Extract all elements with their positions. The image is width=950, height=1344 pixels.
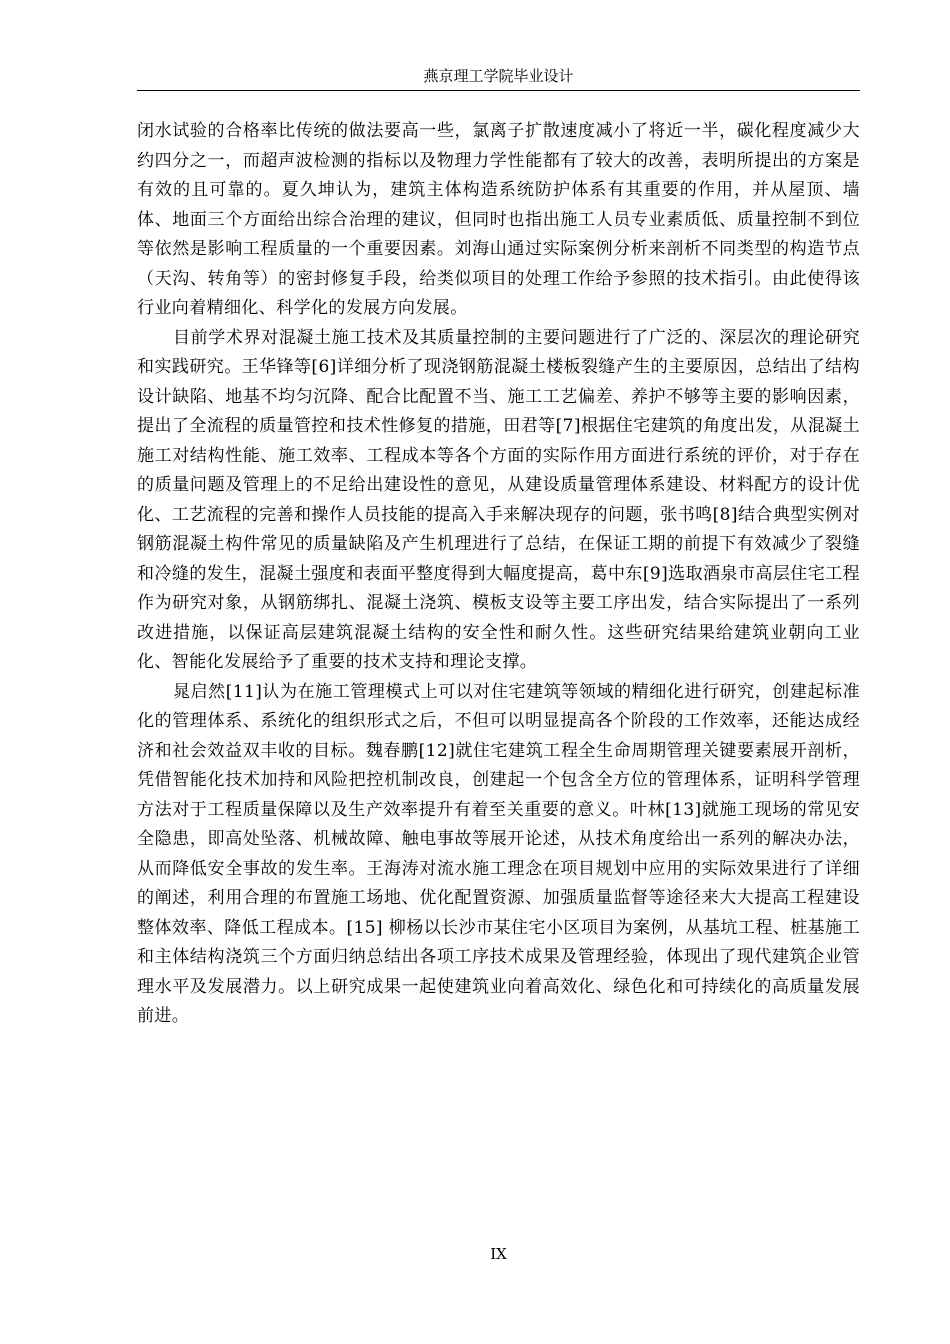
header-divider xyxy=(137,90,860,91)
paragraph-1: 闭水试验的合格率比传统的做法要高一些，氯离子扩散速度减小了将近一半，碳化程度减少大约四分之一，而超声波检测的指标以及物理力学性能都有了较大的改善，表明所提出的方案是有效的且可靠的。夏久坤认为，建筑主体构造系统防护体系有其重要的作用，并从屋顶、墙体、地面三个方面给出综合治理的建议，但同时也指出施工人员专业素质低、质量控制不到位等依然是影响工程质量的一个重要因素。刘海山通过实际案例分析来剖析不同类型的构造节点（天沟、转角等）的密封修复手段，给类似项目的处理工作给予参照的技术指引。由此使得该行业向着精细化、科学化的发展方向发展。 xyxy=(137,121,860,318)
page-header-title: 燕京理工学院毕业设计 xyxy=(423,67,574,85)
page-number: IX xyxy=(490,1245,507,1263)
body-text xyxy=(137,117,860,1032)
paragraph-3: 晁启然[11]认为在施工管理模式上可以对住宅建筑等领域的精细化进行研究，创建起标准化的管理体系、系统化的组织形式之后，不但可以明显提高各个阶段的工作效率，还能达成经济和社会效益双丰收的目标。魏春鹏[12]就住宅建筑工程全生命周期管理关键要素展开剖析，凭借智能化技术加持和风险把控机制改良，创建起一个包含全方位的管理体系，证明科学管理方法对于工程质量保障以及生产效率提升有着至关重要的意义。叶林[13]就施工现场的常见安全隐患，即高处坠落、机械故障、触电事故等展开论述，从技术角度给出一系列的解决办法，从而降低安全事故的发生率。王海涛对流水施工理念在项目规划中应用的实际效果进行了详细的阐述，利用合理的布置施工场地、优化配置资源、加强质量监督等途径来大大提高工程建设整体效率、降低工程成本。[15] 柳杨以长沙市某住宅小区项目为案例，从基坑工程、桩基施工和主体结构浇筑三个方面归纳总结出各项工序技术成果及管理经验，体现出了现代建筑企业管理水平及发展潜力。以上研究成果一起使建筑业向着高效化、绿色化和可持续化的高质量发展前进。 xyxy=(137,681,860,1026)
paragraph-2: 目前学术界对混凝土施工技术及其质量控制的主要问题进行了广泛的、深层次的理论研究和实践研究。王华锋等[6]详细分析了现浇钢筋混凝土楼板裂缝产生的主要原因，总结出了结构设计缺陷、地基不均匀沉降、配合比配置不当、施工工艺偏差、养护不够等主要的影响因素，提出了全流程的质量管控和技术性修复的措施，田君等[7]根据住宅建筑的角度出发，从混凝土施工对结构性能、施工效率、工程成本等各个方面的实际作用方面进行系统的评价，对于存在的质量问题及管理上的不足给出建设性的意见，从建设质量管理体系建设、材料配方的设计优化、工艺流程的完善和操作人员技能的提高入手来解决现存的问题，张书鸣[8]结合典型实例对钢筋混凝土构件常见的质量缺陷及产生机理进行了总结，在保证工期的前提下有效减少了裂缝和冷缝的发生，混凝土强度和表面平整度得到大幅度提高，葛中东[9]选取酒泉市高层住宅工程作为研究对象，从钢筋绑扎、混凝土浇筑、模板支设等主要工序出发，结合实际提出了一系列改进措施，以保证高层建筑混凝土结构的安全性和耐久性。这些研究结果给建筑业朝向工业化、智能化发展给予了重要的技术支持和理论支撑。 xyxy=(137,327,860,672)
